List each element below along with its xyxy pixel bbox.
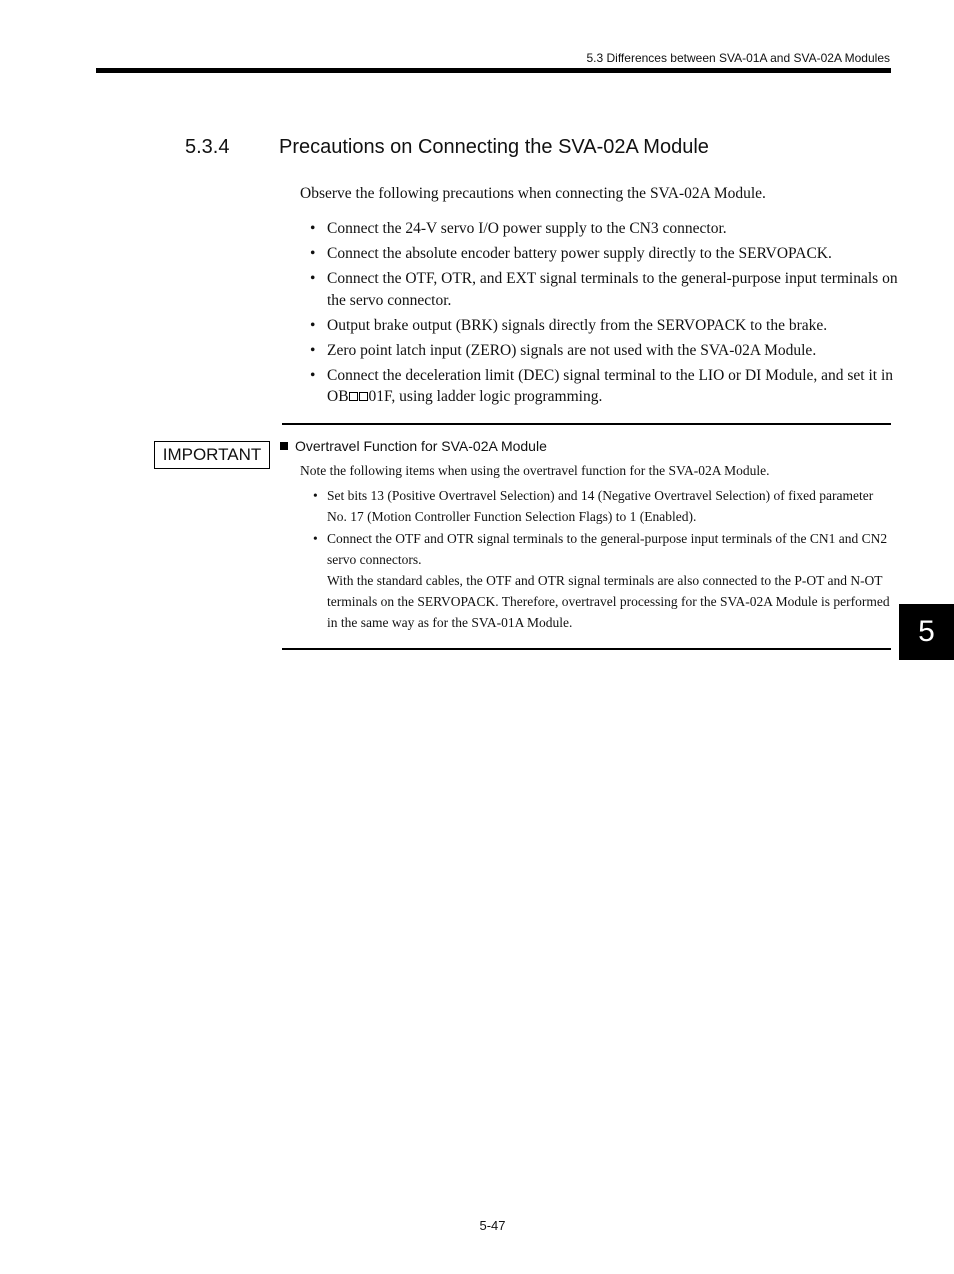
important-bottom-rule [282,648,891,650]
important-top-rule [282,423,891,425]
list-item-continuation: With the standard cables, the OTF and OTR signal terminals are also connected to the P-OT and N-OT terminals on the SERVOPACK. Therefore, overtravel processing for the SVA-02A Module is performed in the same way as for the SVA-01A Module. [327,573,890,630]
list-item [310,315,900,337]
important-label: IMPORTANT [154,441,270,469]
list-item [310,365,900,408]
section-heading: Precautions on Connecting the SVA-02A Module [279,136,709,158]
list-item-text: Connect the OTF, OTR, and EXT signal terminals to the general-purpose input terminals on the servo connector. [327,270,898,309]
running-header: 5.3 Differences between SVA-01A and SVA-02A Modules [586,51,890,65]
list-item [310,218,900,240]
list-item [313,528,893,633]
list-item [313,485,893,527]
placeholder-box-icon [359,392,368,401]
important-heading [280,438,547,454]
list-item-text: Set bits 13 (Positive Overtravel Selection) and 14 (Negative Overtravel Selection) of fixed parameter No. 17 (Motion Controller Function Selection Flags) to 1 (Enabled). [327,488,874,524]
important-heading-text: Overtravel Function for SVA-02A Module [295,438,547,454]
list-item-text: Connect the absolute encoder battery power supply directly to the SERVOPACK. [327,245,832,262]
black-square-icon [280,442,288,450]
intro-paragraph: Observe the following precautions when connecting the SVA-02A Module. [300,185,766,202]
bullet-symbol: • [313,488,318,503]
list-item-text: Output brake output (BRK) signals directly from the SERVOPACK to the brake. [327,316,828,334]
bullet-symbol: • [310,220,316,237]
list-item-text: Connect the OTF and OTR signal terminals to the general-purpose input terminals of the CN1 and CN2 servo connectors. [327,531,888,567]
section-number: 5.3.4 [185,136,230,158]
list-item-text: Connect the 24-V servo I/O power supply to the CN3 connector. [327,220,727,237]
precautions-list [310,218,900,411]
list-item-text: Connect the deceleration limit (DEC) signal terminal to the LIO or DI Module, and set it in OB [327,366,894,405]
chapter-tab: 5 [899,604,954,660]
placeholder-box-icon [349,392,358,401]
list-item-text: Zero point latch input (ZERO) signals are not used with the SVA-02A Module. [327,341,817,359]
bullet-symbol: • [310,316,316,334]
bullet-symbol: • [310,245,316,262]
bullet-symbol: • [313,531,318,546]
list-item [310,243,900,265]
bullet-symbol: • [310,341,316,359]
bullet-symbol: • [310,270,316,287]
important-note: Note the following items when using the overtravel function for the SVA-02A Module. [300,463,770,478]
important-list [313,485,893,634]
list-item [310,268,900,311]
list-item [310,340,900,362]
header-rule [96,68,891,73]
list-item-text: 01F, using ladder logic programming. [368,388,603,405]
bullet-symbol: • [310,366,316,384]
page-number: 5-47 [479,1218,506,1233]
